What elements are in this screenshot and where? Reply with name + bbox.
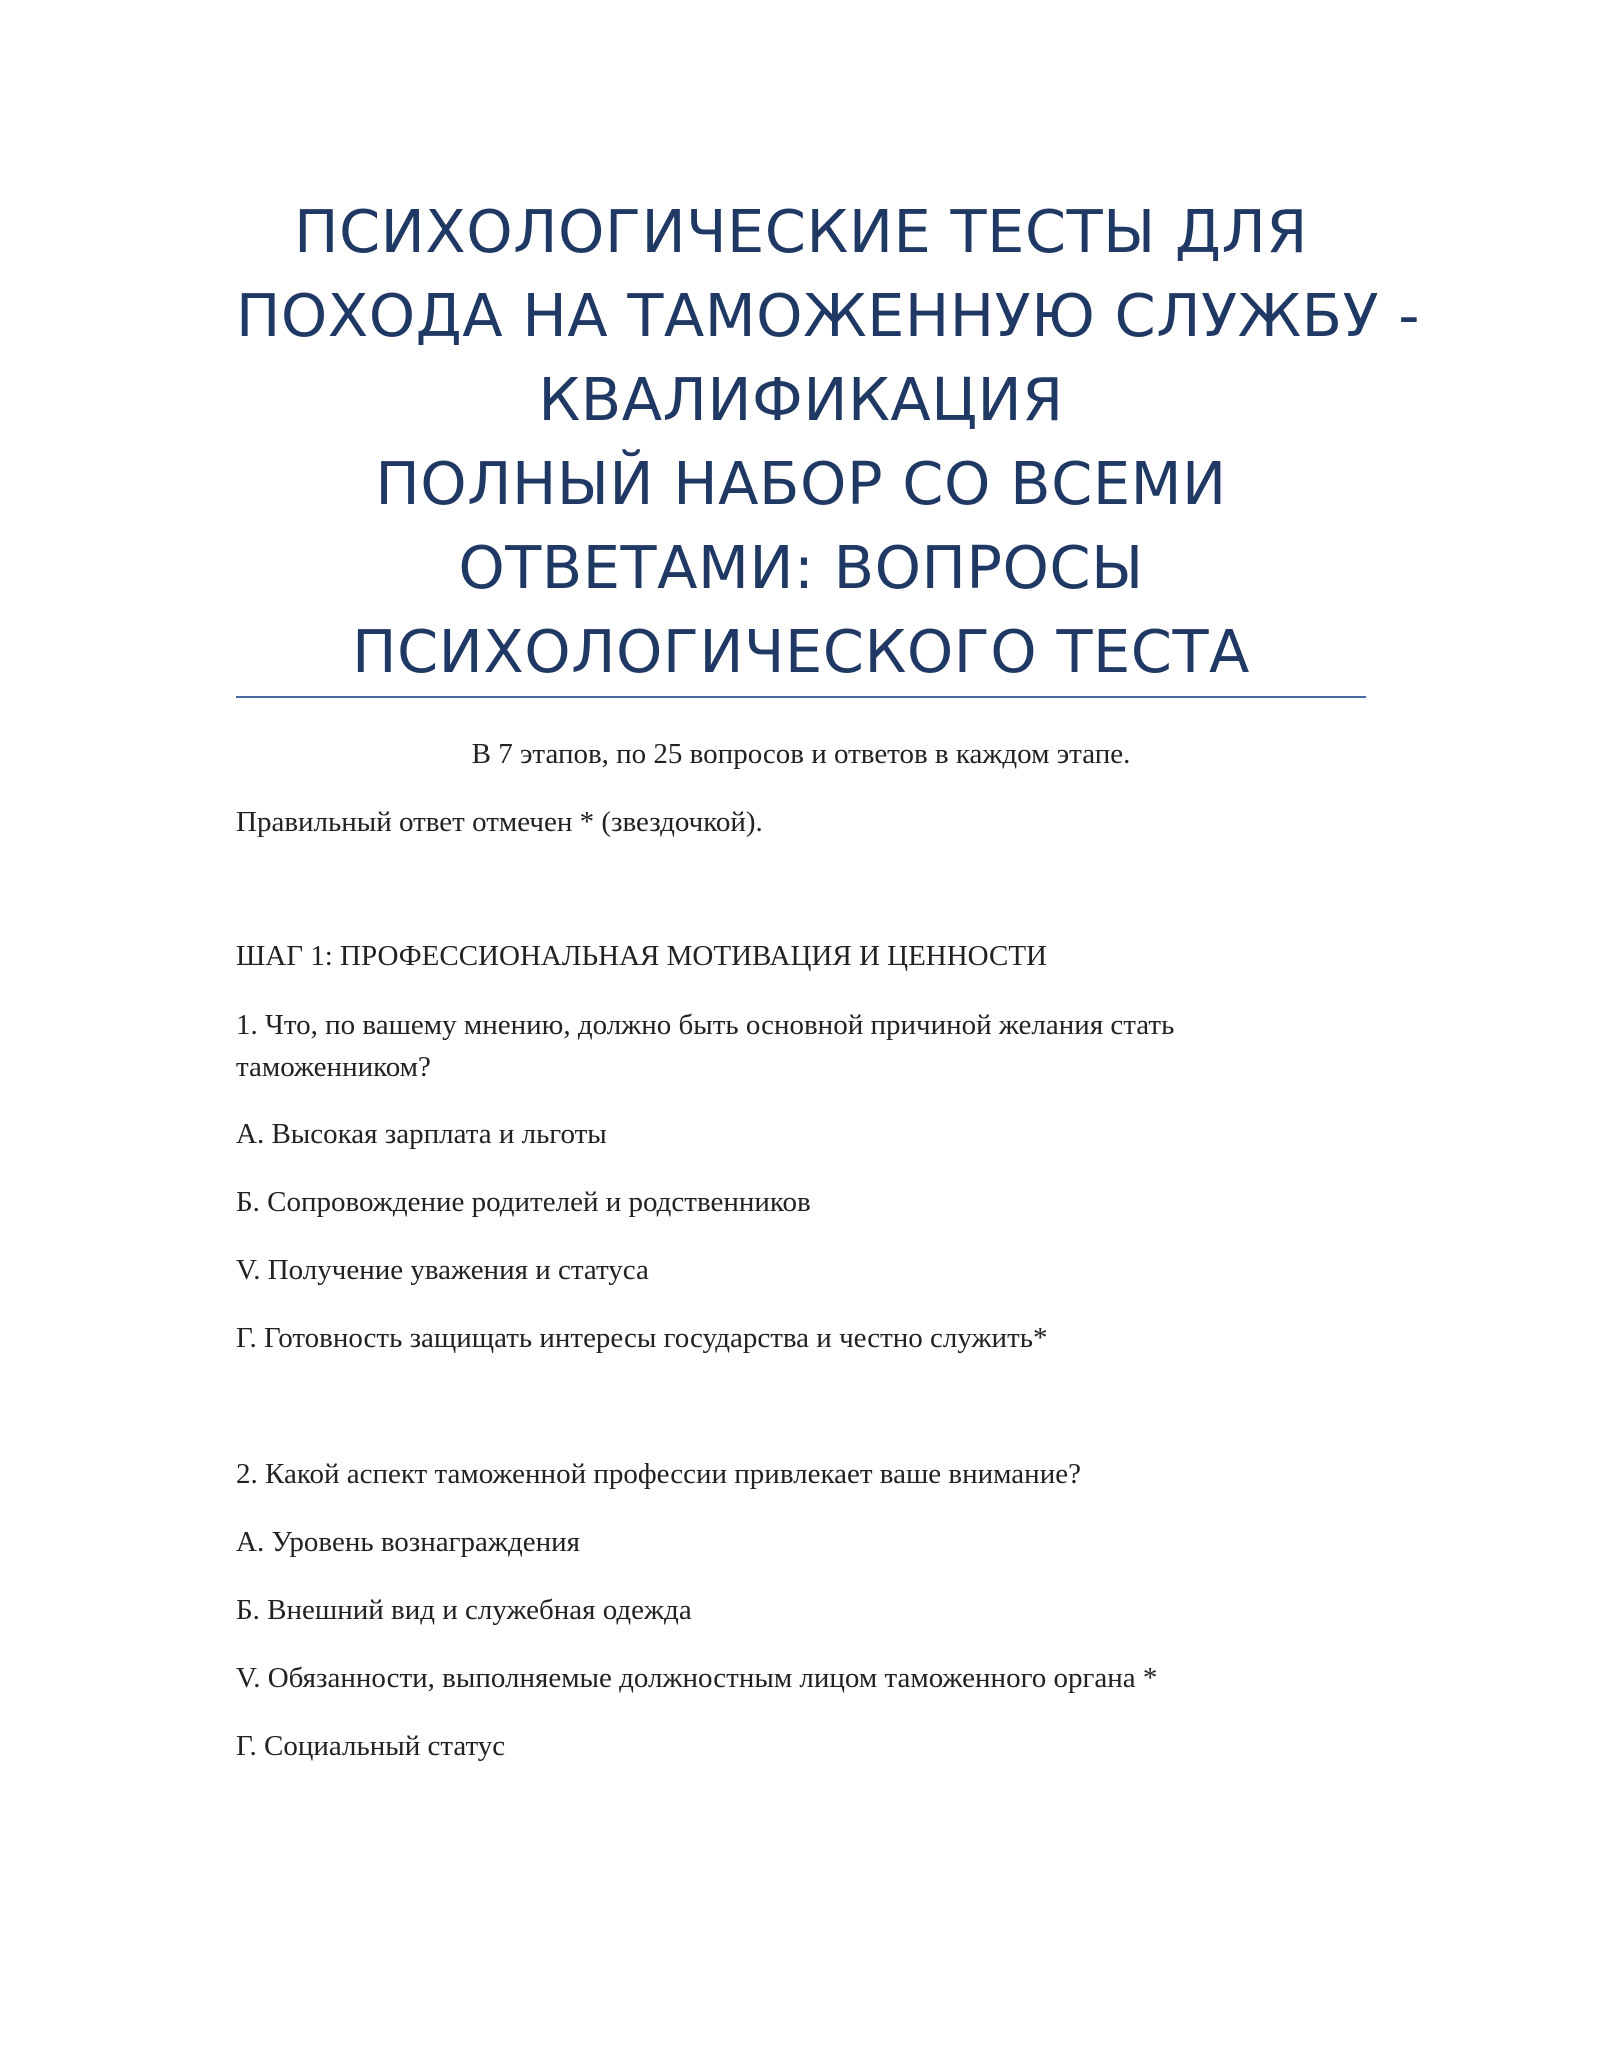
- title-line: ПСИХОЛОГИЧЕСКИЕ ТЕСТЫ ДЛЯ: [294, 197, 1308, 266]
- document-title: [236, 190, 1421, 694]
- answer-option: Б. Сопровождение родителей и родственников: [236, 1186, 811, 1218]
- answer-option: Б. Внешний вид и служебная одежда: [236, 1594, 692, 1626]
- title-line: ПСИХОЛОГИЧЕСКОГО ТЕСТА: [352, 617, 1250, 686]
- title-divider: [236, 696, 1366, 698]
- title-line: ПОХОДА НА ТАМОЖЕННУЮ СЛУЖБУ -: [236, 281, 1421, 350]
- question-text: 2. Какой аспект таможенной профессии привлекает ваше внимание?: [236, 1458, 1081, 1490]
- answer-option: V. Обязанности, выполняемые должностным лицом таможенного органа *: [236, 1662, 1158, 1694]
- answer-option: Г. Социальный статус: [236, 1730, 506, 1762]
- title-line: КВАЛИФИКАЦИЯ: [538, 365, 1064, 434]
- answer-option: Г. Готовность защищать интересы государства и честно служить*: [236, 1322, 1048, 1354]
- question-text: 1. Что, по вашему мнению, должно быть основной причиной желания стать таможенником?: [236, 1009, 1175, 1083]
- step-heading: ШАГ 1: ПРОФЕССИОНАЛЬНАЯ МОТИВАЦИЯ И ЦЕННОСТИ: [236, 940, 1047, 972]
- title-line: ПОЛНЫЙ НАБОР СО ВСЕМИ: [375, 449, 1227, 518]
- answer-option: V. Получение уважения и статуса: [236, 1254, 649, 1286]
- answer-option: А. Уровень вознаграждения: [236, 1526, 580, 1558]
- intro-stages: В 7 этапов, по 25 вопросов и ответов в каждом этапе.: [471, 738, 1131, 770]
- answer-option: А. Высокая зарплата и льготы: [236, 1118, 607, 1150]
- intro-note: Правильный ответ отмечен * (звездочкой).: [236, 806, 763, 838]
- title-line: ОТВЕТАМИ: ВОПРОСЫ: [458, 533, 1144, 602]
